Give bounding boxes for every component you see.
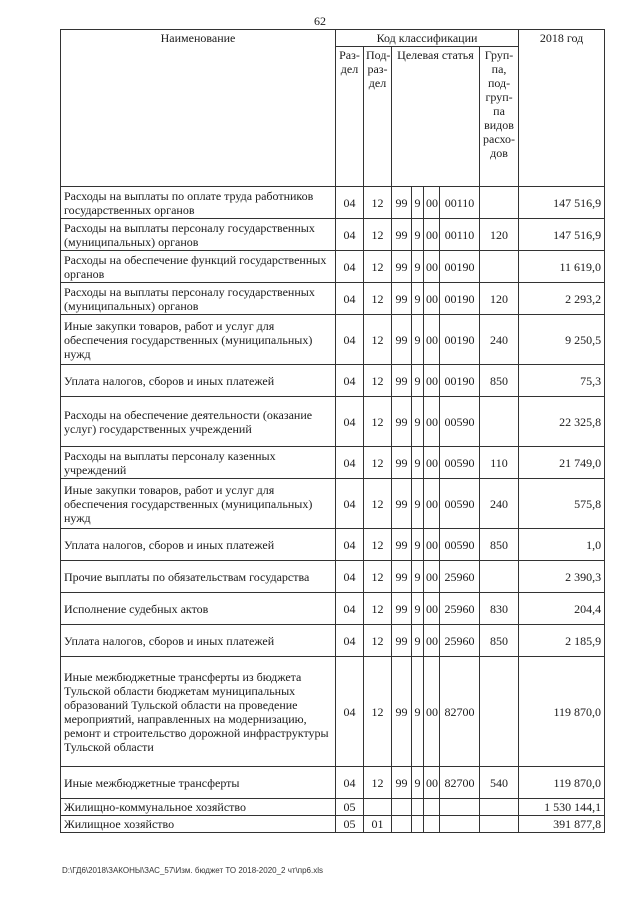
table-row	[61, 561, 605, 593]
row-target-block: 00	[424, 397, 440, 447]
table-row	[61, 799, 605, 816]
row-target-block: 00	[424, 767, 440, 799]
page-number: 62	[314, 14, 326, 28]
row-expense-type	[480, 187, 519, 219]
row-target-block: 00	[424, 625, 440, 657]
row-expense-type: 850	[480, 625, 519, 657]
header-row-top	[61, 30, 605, 47]
row-expense-type: 120	[480, 283, 519, 315]
row-target-program: 99	[392, 219, 412, 251]
row-target-direction	[440, 816, 480, 833]
table-row	[61, 447, 605, 479]
row-target-subprogram: 9	[412, 593, 424, 625]
row-target-subprogram	[412, 816, 424, 833]
row-podrazdel: 12	[364, 561, 392, 593]
row-name: Иные закупки товаров, работ и услуг для обеспечения государственных (муниципальных) нужд	[61, 315, 336, 365]
row-razdel: 04	[336, 219, 364, 251]
row-amount: 9 250,5	[519, 315, 605, 365]
row-name: Расходы на выплаты персоналу казенных учреждений	[61, 447, 336, 479]
row-target-block: 00	[424, 315, 440, 365]
row-target-program: 99	[392, 657, 412, 767]
table-row	[61, 219, 605, 251]
header-year: 2018 год	[519, 30, 605, 187]
row-name: Расходы на выплаты персоналу государственных (муниципальных) органов	[61, 219, 336, 251]
row-target-block: 00	[424, 219, 440, 251]
row-target-program: 99	[392, 187, 412, 219]
header-name: Наименование	[61, 30, 336, 187]
row-target-program: 99	[392, 283, 412, 315]
row-amount: 75,3	[519, 365, 605, 397]
row-amount: 2 390,3	[519, 561, 605, 593]
row-expense-type	[480, 397, 519, 447]
row-target-direction: 00110	[440, 219, 480, 251]
row-target-block: 00	[424, 561, 440, 593]
row-razdel: 04	[336, 593, 364, 625]
row-name: Уплата налогов, сборов и иных платежей	[61, 625, 336, 657]
row-expense-type	[480, 561, 519, 593]
row-razdel: 04	[336, 767, 364, 799]
row-razdel: 04	[336, 529, 364, 561]
row-name: Расходы на обеспечение деятельности (оказание услуг) государственных учреждений	[61, 397, 336, 447]
row-expense-type: 120	[480, 219, 519, 251]
row-target-block: 00	[424, 283, 440, 315]
row-target-program: 99	[392, 767, 412, 799]
row-target-direction: 00190	[440, 283, 480, 315]
row-name: Иные межбюджетные трансферты из бюджета Тульской области бюджетам муниципальных образований Тульской области на проведение мероприятий, направленных на модернизацию, ремонт и строительство дорожной инфраструктуры Тульской области	[61, 657, 336, 767]
row-expense-type: 240	[480, 315, 519, 365]
row-amount: 21 749,0	[519, 447, 605, 479]
row-amount: 147 516,9	[519, 219, 605, 251]
row-target-program: 99	[392, 315, 412, 365]
row-name: Расходы на выплаты персоналу государственных (муниципальных) органов	[61, 283, 336, 315]
row-target-subprogram: 9	[412, 219, 424, 251]
row-amount: 147 516,9	[519, 187, 605, 219]
row-name: Исполнение судебных актов	[61, 593, 336, 625]
row-razdel: 04	[336, 625, 364, 657]
table-row	[61, 187, 605, 219]
row-razdel: 05	[336, 799, 364, 816]
row-target-direction: 00190	[440, 365, 480, 397]
row-razdel: 04	[336, 365, 364, 397]
row-amount: 1,0	[519, 529, 605, 561]
row-target-subprogram: 9	[412, 365, 424, 397]
row-amount: 1 530 144,1	[519, 799, 605, 816]
row-podrazdel: 12	[364, 365, 392, 397]
row-podrazdel: 12	[364, 397, 392, 447]
row-name: Расходы на выплаты по оплате труда работников государственных органов	[61, 187, 336, 219]
row-name: Расходы на обеспечение функций государственных органов	[61, 251, 336, 283]
row-target-block: 00	[424, 365, 440, 397]
table-row	[61, 315, 605, 365]
row-target-program: 99	[392, 593, 412, 625]
row-target-program: 99	[392, 625, 412, 657]
row-target-direction: 82700	[440, 767, 480, 799]
row-podrazdel: 12	[364, 625, 392, 657]
row-target-program	[392, 816, 412, 833]
row-podrazdel: 12	[364, 657, 392, 767]
row-podrazdel: 12	[364, 767, 392, 799]
row-target-subprogram: 9	[412, 657, 424, 767]
row-target-subprogram: 9	[412, 283, 424, 315]
row-expense-type	[480, 657, 519, 767]
row-podrazdel	[364, 799, 392, 816]
row-expense-type: 850	[480, 529, 519, 561]
table-row	[61, 529, 605, 561]
row-amount: 2 185,9	[519, 625, 605, 657]
row-target-program: 99	[392, 447, 412, 479]
row-expense-type: 540	[480, 767, 519, 799]
row-name: Иные закупки товаров, работ и услуг для обеспечения государственных (муниципальных) нужд	[61, 479, 336, 529]
row-expense-type	[480, 251, 519, 283]
row-podrazdel: 12	[364, 251, 392, 283]
row-target-direction: 25960	[440, 625, 480, 657]
table-row	[61, 397, 605, 447]
row-amount: 575,8	[519, 479, 605, 529]
row-target-program: 99	[392, 251, 412, 283]
row-target-subprogram: 9	[412, 251, 424, 283]
row-target-program: 99	[392, 479, 412, 529]
row-target-direction: 00590	[440, 397, 480, 447]
row-target-subprogram: 9	[412, 529, 424, 561]
header-code-group: Код классификации	[336, 30, 519, 47]
row-target-block: 00	[424, 479, 440, 529]
row-expense-type: 240	[480, 479, 519, 529]
table-row	[61, 657, 605, 767]
row-target-block	[424, 816, 440, 833]
table-row	[61, 365, 605, 397]
row-name: Прочие выплаты по обязательствам государства	[61, 561, 336, 593]
row-expense-type: 110	[480, 447, 519, 479]
footer-file-path: D:\ГД6\2018\ЗАКОНЫ\ЗАС_57\Изм. бюджет ТО 2018-2020_2 чт\пр6.xls	[62, 866, 324, 875]
row-target-direction	[440, 799, 480, 816]
row-amount: 119 870,0	[519, 657, 605, 767]
row-name: Жилищное хозяйство	[61, 816, 336, 833]
row-razdel: 04	[336, 561, 364, 593]
row-expense-type	[480, 816, 519, 833]
row-amount: 22 325,8	[519, 397, 605, 447]
row-target-direction: 00590	[440, 479, 480, 529]
row-expense-type	[480, 799, 519, 816]
row-target-direction: 00190	[440, 315, 480, 365]
header-podrazdel: Под- раз- дел	[364, 47, 392, 187]
row-name: Иные межбюджетные трансферты	[61, 767, 336, 799]
row-razdel: 04	[336, 283, 364, 315]
row-target-block: 00	[424, 447, 440, 479]
row-target-block: 00	[424, 187, 440, 219]
row-podrazdel: 12	[364, 187, 392, 219]
row-target-direction: 82700	[440, 657, 480, 767]
row-podrazdel: 12	[364, 219, 392, 251]
row-target-subprogram: 9	[412, 397, 424, 447]
row-amount: 391 877,8	[519, 816, 605, 833]
row-target-direction: 00110	[440, 187, 480, 219]
row-target-program: 99	[392, 561, 412, 593]
row-razdel: 05	[336, 816, 364, 833]
row-target-program	[392, 799, 412, 816]
row-target-block: 00	[424, 529, 440, 561]
row-target-subprogram: 9	[412, 625, 424, 657]
row-target-subprogram	[412, 799, 424, 816]
row-target-subprogram: 9	[412, 561, 424, 593]
row-amount: 11 619,0	[519, 251, 605, 283]
row-amount: 2 293,2	[519, 283, 605, 315]
row-target-subprogram: 9	[412, 767, 424, 799]
row-target-program: 99	[392, 397, 412, 447]
row-target-subprogram: 9	[412, 315, 424, 365]
table-row	[61, 593, 605, 625]
row-target-program: 99	[392, 365, 412, 397]
row-podrazdel: 12	[364, 283, 392, 315]
row-target-program: 99	[392, 529, 412, 561]
row-razdel: 04	[336, 315, 364, 365]
row-name: Жилищно-коммунальное хозяйство	[61, 799, 336, 816]
row-target-block	[424, 799, 440, 816]
row-amount: 204,4	[519, 593, 605, 625]
budget-table	[60, 29, 605, 833]
row-target-direction: 25960	[440, 593, 480, 625]
row-podrazdel: 12	[364, 593, 392, 625]
row-podrazdel: 01	[364, 816, 392, 833]
row-amount: 119 870,0	[519, 767, 605, 799]
row-name: Уплата налогов, сборов и иных платежей	[61, 529, 336, 561]
row-target-direction: 00590	[440, 529, 480, 561]
row-podrazdel: 12	[364, 447, 392, 479]
table-row	[61, 767, 605, 799]
row-target-block: 00	[424, 251, 440, 283]
table-row	[61, 283, 605, 315]
row-razdel: 04	[336, 657, 364, 767]
row-podrazdel: 12	[364, 479, 392, 529]
row-target-subprogram: 9	[412, 187, 424, 219]
table-row	[61, 251, 605, 283]
header-group: Груп- па, под- груп- па видов расхо- дов	[480, 47, 519, 187]
table-row	[61, 625, 605, 657]
table-row	[61, 479, 605, 529]
row-target-subprogram: 9	[412, 447, 424, 479]
row-target-direction: 25960	[440, 561, 480, 593]
row-target-direction: 00590	[440, 447, 480, 479]
header-target: Целевая статья	[392, 47, 480, 187]
row-target-block: 00	[424, 657, 440, 767]
row-expense-type: 830	[480, 593, 519, 625]
row-expense-type: 850	[480, 365, 519, 397]
row-target-subprogram: 9	[412, 479, 424, 529]
row-name: Уплата налогов, сборов и иных платежей	[61, 365, 336, 397]
row-target-block: 00	[424, 593, 440, 625]
row-razdel: 04	[336, 447, 364, 479]
header-razdel: Раз- дел	[336, 47, 364, 187]
row-podrazdel: 12	[364, 315, 392, 365]
row-razdel: 04	[336, 479, 364, 529]
row-razdel: 04	[336, 187, 364, 219]
row-razdel: 04	[336, 397, 364, 447]
row-podrazdel: 12	[364, 529, 392, 561]
table-row	[61, 816, 605, 833]
row-target-direction: 00190	[440, 251, 480, 283]
row-razdel: 04	[336, 251, 364, 283]
